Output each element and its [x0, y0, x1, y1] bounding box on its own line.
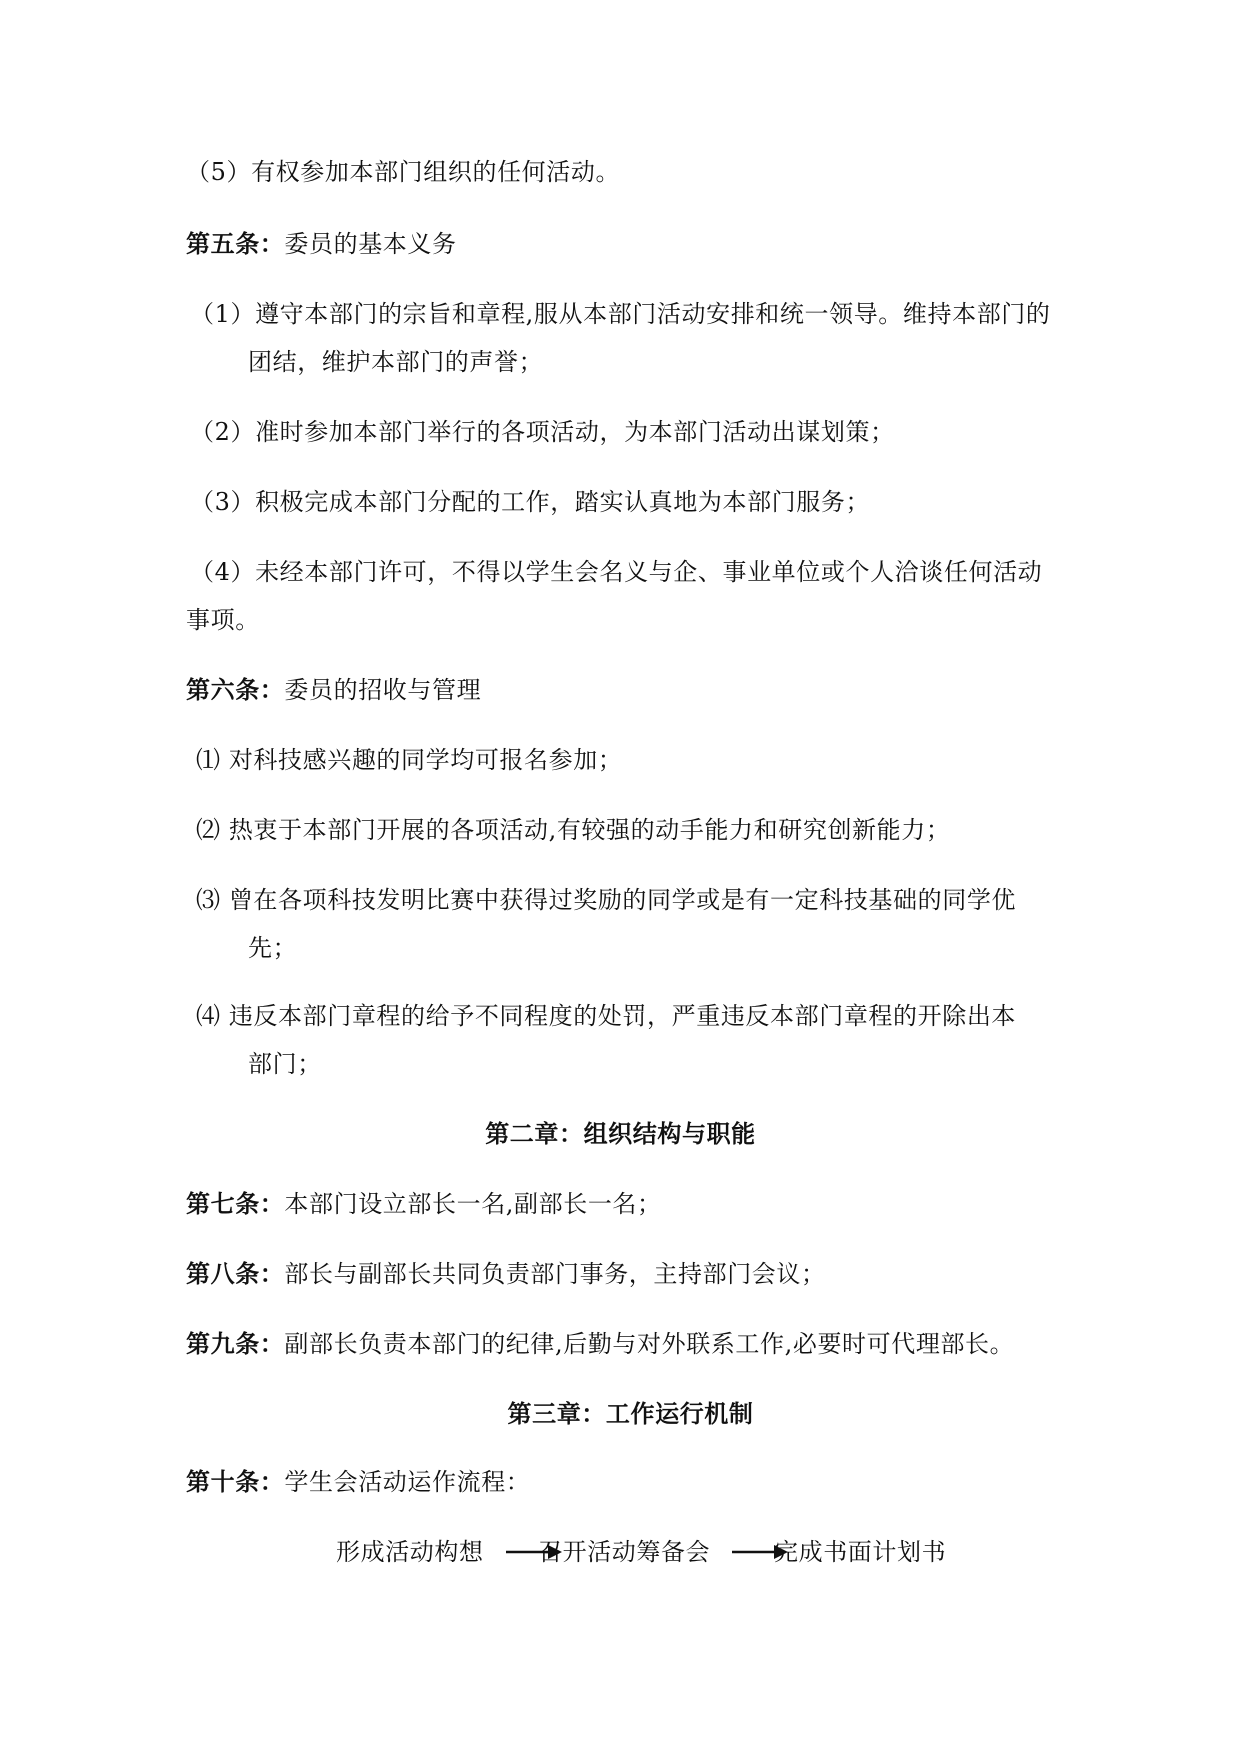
article-9-label: 第九条：: [186, 1329, 285, 1358]
item-5-right-participate: （5）有权参加本部门组织的任何活动。: [186, 158, 621, 186]
article-7: [186, 1188, 662, 1220]
flow-step-2: 召开活动筹备会: [538, 1538, 711, 1566]
article-6-label: 第六条：: [186, 675, 285, 704]
duty-1-line-1: （1）遵守本部门的宗旨和章程,服从本部门活动安排和统一领导。维持本部门的: [190, 300, 1051, 328]
article-10-text: 学生会活动运作流程：: [284, 1468, 531, 1496]
article-8-label: 第八条：: [186, 1259, 285, 1288]
flow-step-3: 完成书面计划书: [774, 1538, 947, 1566]
recruit-3-line-1: ⑶ 曾在各项科技发明比赛中获得过奖励的同学或是有一定科技基础的同学优: [196, 886, 1017, 914]
duty-2: （2）准时参加本部门举行的各项活动，为本部门活动出谋划策；: [190, 418, 895, 446]
article-7-label: 第七条：: [186, 1189, 285, 1218]
article-9-text: 副部长负责本部门的纪律,后勤与对外联系工作,必要时可代理部长。: [284, 1330, 1015, 1358]
article-7-text: 本部门设立部长一名,副部长一名；: [284, 1190, 662, 1218]
chapter-2-heading: 第二章：组织结构与职能: [485, 1119, 756, 1148]
article-8: [186, 1258, 826, 1290]
recruit-4-line-2: 部门；: [248, 1050, 322, 1078]
recruit-3-line-2: 先；: [248, 934, 298, 962]
recruit-4-line-1: ⑷ 违反本部门章程的给予不同程度的处罚，严重违反本部门章程的开除出本: [196, 1002, 1017, 1030]
activity-flowchart: [0, 1536, 1241, 1572]
duty-3: （3）积极完成本部门分配的工作，踏实认真地为本部门服务；: [190, 488, 871, 516]
article-6-title: 委员的招收与管理: [284, 676, 482, 704]
article-6: [186, 674, 481, 706]
duty-4-line-2: 事项。: [186, 606, 260, 634]
duty-1-line-2: 团结，维护本部门的声誉；: [248, 348, 544, 376]
recruit-1: ⑴ 对科技感兴趣的同学均可报名参加；: [196, 746, 623, 774]
article-10-label: 第十条：: [186, 1467, 285, 1496]
article-10: [186, 1466, 530, 1498]
article-8-text: 部长与副部长共同负责部门事务，主持部门会议；: [284, 1260, 826, 1288]
duty-4-line-1: （4）未经本部门许可，不得以学生会名义与企、事业单位或个人洽谈任何活动: [190, 558, 1043, 586]
flow-step-1: 形成活动构想: [336, 1538, 484, 1566]
recruit-2: ⑵ 热衷于本部门开展的各项活动,有较强的动手能力和研究创新能力；: [196, 816, 951, 844]
article-5-title: 委员的基本义务: [284, 230, 457, 258]
article-5-label: 第五条：: [186, 229, 285, 258]
article-9: [186, 1328, 1014, 1360]
article-5: [186, 228, 457, 260]
chapter-3-heading: 第三章：工作运行机制: [507, 1399, 754, 1428]
